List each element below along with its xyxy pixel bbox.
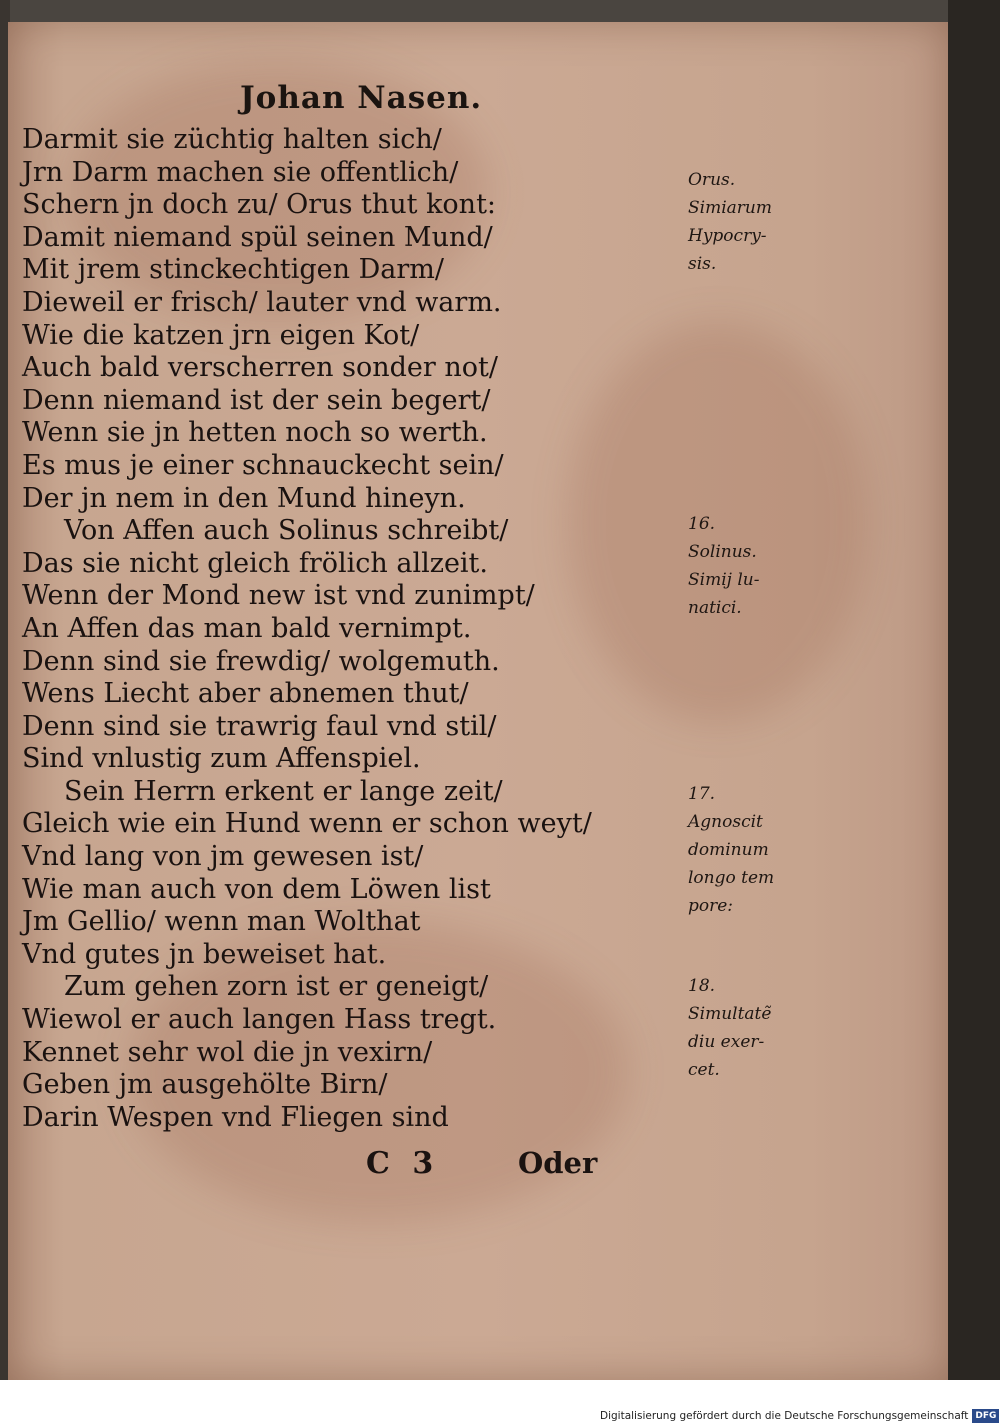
verse-line: Wiewol er auch langen Hass tregt. [22,1004,497,1036]
verse-line: Wenn der Mond new ist vnd zunimpt/ [22,580,535,612]
margin-note-line: natici. [688,598,742,618]
verse-line: Kennet sehr wol die jn vexirn/ [22,1036,433,1068]
margin-note-line: Hypocry- [688,226,767,246]
verse-line: Auch bald verscherren sonder not/ [22,352,498,384]
verse-line: Von Affen auch Solinus schreibt/ [64,515,509,547]
verse-line: Denn niemand ist der sein begert/ [22,384,491,416]
verse-line: Denn sind sie frewdig/ wolgemuth. [22,645,500,677]
verse-line: An Affen das man bald vernimpt. [22,612,472,644]
credit-text: Digitalisierung gefördert durch die Deutsche Forschungsgemeinschaft [600,1410,969,1422]
verse-line: Damit niemand spül seinen Mund/ [22,221,493,253]
margin-note-line: Simiarum [688,198,772,218]
verse-line: Gleich wie ein Hund wenn er schon weyt/ [22,808,592,840]
verse-line: Wens Liecht aber abnemen thut/ [22,678,469,710]
catchword: Oder [518,1146,598,1180]
margin-note-line: Agnoscit [688,812,763,832]
scan-backdrop-right [948,0,1000,1426]
verse-line: Wie die katzen jrn eigen Kot/ [22,319,420,351]
verse-line: Mit jrem stinckechtigen Darm/ [22,254,444,286]
margin-note-line: Simij lu- [688,570,760,590]
verse-line: Es mus je einer schnauckecht sein/ [22,449,504,481]
verse-line: Dieweil er frisch/ lauter vnd warm. [22,286,502,318]
running-head: Johan Nasen. [240,80,483,116]
margin-note-line: sis. [688,254,717,274]
signature-mark: C 3 [366,1146,440,1181]
margin-note-orus [688,166,798,278]
verse-line: Der jn nem in den Mund hineyn. [22,482,466,514]
verse-line: Jrn Darm machen sie offentlich/ [22,156,459,188]
verse-line: Wie man auch von dem Löwen list [22,873,491,905]
verse-line: Schern jn doch zu/ Orus thut kont: [22,189,497,221]
margin-note-line: 18. [688,976,716,996]
verse-line: Denn sind sie trawrig faul vnd stil/ [22,710,497,742]
margin-note-line: 16. [688,514,716,534]
verse-line: Sind vnlustig zum Affenspiel. [22,743,421,775]
verse-line: Darin Wespen vnd Fliegen sind [22,1101,449,1133]
digitization-credit [600,1408,999,1424]
verse-line: Zum gehen zorn ist er geneigt/ [64,971,489,1003]
verse-text-block [22,124,662,1134]
verse-line: Wenn sie jn hetten noch so werth. [22,417,488,449]
margin-note-line: diu exer- [688,1032,765,1052]
margin-note-line: dominum [688,840,769,860]
verse-line: Vnd lang von jm gewesen ist/ [22,841,424,873]
margin-note-16 [688,510,798,622]
verse-line: Vnd gutes jn beweiset hat. [22,938,387,970]
margin-note-line: Solinus. [688,542,757,562]
scan-backdrop-top [0,0,1000,22]
dfg-logo: DFG [972,1409,999,1423]
verse-line: Das sie nicht gleich frölich allzeit. [22,547,488,579]
margin-note-line: Orus. [688,170,736,190]
margin-note-18 [688,972,798,1084]
verse-line: Darmit sie züchtig halten sich/ [22,124,442,155]
margin-note-17 [688,780,798,920]
margin-note-line: 17. [688,784,716,804]
margin-note-line: cet. [688,1060,720,1080]
margin-note-line: Simultatẽ [688,1004,772,1024]
verse-line: Geben jm ausgehölte Birn/ [22,1069,388,1101]
margin-note-line: pore: [688,896,734,916]
verse-line: Jm Gellio/ wenn man Wolthat [22,906,421,938]
verse-line: Sein Herrn erkent er lange zeit/ [64,775,503,807]
margin-note-line: longo tem [688,868,775,888]
